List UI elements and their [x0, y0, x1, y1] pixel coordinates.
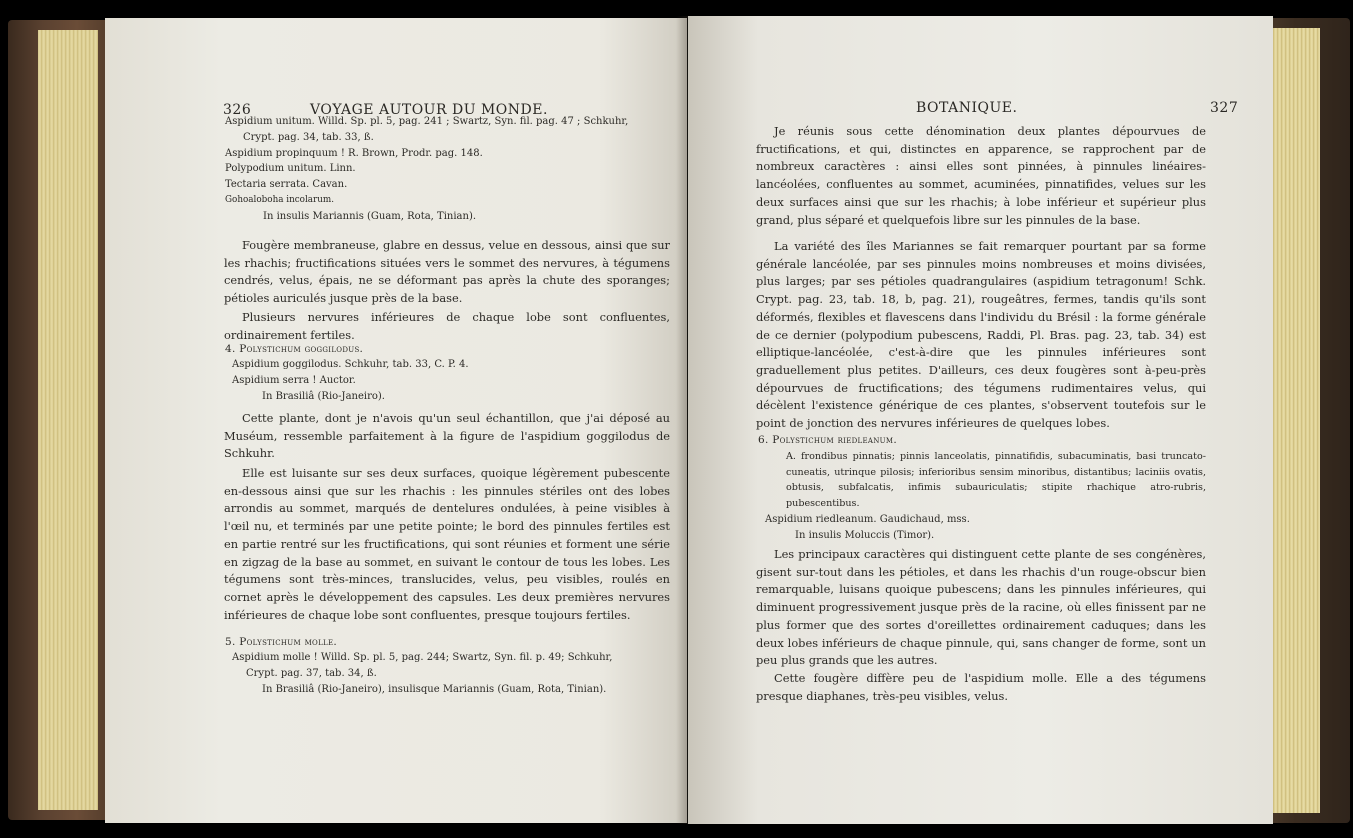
species-diagnosis: A. frondibus pinnatis; pinnis lanceolatis, pinnatifidis, subacuminatis, basi truncato-cuneatis, utrinque pilosis; inferioribus sensim minoribus, distantibus; laciniis ovatis, obtusis, subfalcatis, infimis subauriculatis; stipite rhachique atro-rubris, pubescentibus.: [786, 451, 1206, 509]
paragraph: La variété des îles Mariannes se fait remarquer pourtant par sa forme générale lancéolée, par ses pinnules moins nombreuses et moins divisées, plus larges; par ses pétioles quadrangulaires (aspidium tetragonum! Schk. Crypt. pag. 23, tab. 18, b, pag. 21), rougeâtres, fermes, tandis qu'ils sont déformés, flexibles et flavescens dans l'individu du Brésil : la forme générale de ce dernier (polypodium pubescens, Raddi, Pl. Bras. pag. 23, tab. 34) est elliptique-lancéolée, c'est-à-dire que les pinnules inférieures sont graduellement plus petites. D'ailleurs, ces deux fougères sont à-peu-près dépourvues de fructifications; des tégumens rudimentaires velus, qui décèlent l'existence générique de ces plantes, s'observent toutefois sur le point de jonction des nervures inférieures de quelques lobes.: [756, 239, 1206, 431]
locality-line: In Brasiliâ (Rio-Janeiro), insulisque Mariannis (Guam, Rota, Tinian).: [262, 683, 607, 695]
left-running-head: VOYAGE AUTOUR DU MONDE.: [310, 102, 548, 118]
synonyms-top: [225, 114, 650, 225]
paragraph: Elle est luisante sur ses deux surfaces, quoique légèrement pubescente en-dessous ainsi que sur les rhachis : les pinnules stériles ont des lobes arrondis au sommet, marqués de dentelures ondulées, à peine visibles à l'œil nu, et terminés par une petite pointe; le bord des pinnules fertiles est en partie rentré sur les fructifications, qui sont réunies et forment une série en zigzag de la base au sommet, en suivant le contour de tous les lobes. Les tégumens sont très-minces, translucides, velus, peu visibles, roulés en cornet après le développement des capsules. Les deux premières nervures inférieures de chaque lobe sont confluentes, presque toujours fertiles.: [224, 466, 670, 622]
synonym-line: Aspidium riedleanum. Gaudichaud, mss.: [765, 514, 970, 525]
species-heading: 5. Polystichum molle.: [225, 636, 338, 648]
synonym-line: Aspidium unitum. Willd. Sp. pl. 5, pag. 241 ; Swartz, Syn. fil. pag. 47 ; Schkuhr,: [225, 116, 629, 127]
locality-line: In insulis Mariannis (Guam, Rota, Tinian).: [263, 210, 477, 222]
species-heading: 6. Polystichum riedleanum.: [758, 434, 897, 446]
paragraph: Cette fougère diffère peu de l'aspidium molle. Elle a des tégumens presque diaphanes, très-peu visibles, velus.: [756, 671, 1206, 703]
right-running-head: BOTANIQUE.: [916, 100, 1018, 116]
species-heading: 4. Polystichum goggilodus.: [225, 343, 364, 355]
page-edges-left: [38, 30, 98, 810]
paragraph: Plusieurs nervures inférieures de chaque lobe sont confluentes, ordinairement fertiles.: [224, 310, 670, 342]
synonym-line: Aspidium serra ! Auctor.: [232, 374, 356, 386]
species-synonyms: [765, 512, 1195, 544]
synonym-line: Tectaria serrata. Cavan.: [225, 179, 348, 191]
locality-line: In Brasiliâ (Rio-Janeiro).: [262, 390, 385, 402]
synonym-line: Crypt. pag. 37, tab. 34, ß.: [246, 667, 377, 679]
page-edges-right: [1270, 28, 1320, 813]
left-page: [105, 18, 687, 823]
paragraph: Les principaux caractères qui distinguent cette plante de ses congénères, gisent sur-tout dans les pétioles, et dans les rhachis d'un rouge-obscur bien remarquable, luisans quoique pubescens; dans les pinnules inférieures, qui diminuent progressivement jusque près de la racine, où elles finissent par ne plus former que des sortes d'oreillettes ordinairement caduques; dans les deux lobes inférieurs de chaque pinnule, qui, sans changer de forme, sont un peu plus grands que les autres.: [756, 547, 1206, 668]
paragraph: Je réunis sous cette dénomination deux plantes dépourvues de fructifications, et qui, distinctes en apparence, se rapprochent par de nombreux caractères : ainsi elles sont pinnées, à pinnules linéaires-lancéolées, confluentes au sommet, acuminées, pinnatifides, velues sur les deux surfaces ainsi que sur les rhachis; à lobe inférieur et supérieur plus grand, plus séparé et quelquefois libre sur les pinnules de la base.: [756, 124, 1206, 227]
species-synonyms: [232, 357, 662, 404]
left-page-number: 326: [223, 102, 252, 118]
synonym-line: Polypodium unitum. Linn.: [225, 163, 356, 175]
right-page: [688, 16, 1273, 824]
synonym-line: Aspidium propinquum ! R. Brown, Prodr. pag. 148.: [225, 147, 483, 159]
synonym-line: Aspidium goggilodus. Schkuhr, tab. 33, C. P. 4.: [232, 359, 469, 370]
synonym-line: Crypt. pag. 34, tab. 33, ß.: [243, 131, 374, 143]
right-page-number: 327: [1210, 100, 1239, 116]
locality-line: In insulis Moluccis (Timor).: [795, 529, 935, 541]
species-synonyms: [232, 650, 672, 697]
paragraph: Fougère membraneuse, glabre en dessus, velue en dessous, ainsi que sur les rhachis; fructifications situées vers le sommet des nervures, à tégumens cendrés, velus, épais, ne se déformant pas après la chute des sporanges; pétioles auriculés jusque près de la base.: [224, 238, 670, 306]
synonym-line: Gohoaloboha incolarum.: [225, 194, 335, 205]
synonym-line: Aspidium molle ! Willd. Sp. pl. 5, pag. 244; Swartz, Syn. fil. p. 49; Schkuhr,: [232, 652, 613, 663]
paragraph: Cette plante, dont je n'avois qu'un seul échantillon, que j'ai déposé au Muséum, ressemble parfaitement à la figure de l'aspidium goggilodus de Schkuhr.: [224, 411, 670, 461]
